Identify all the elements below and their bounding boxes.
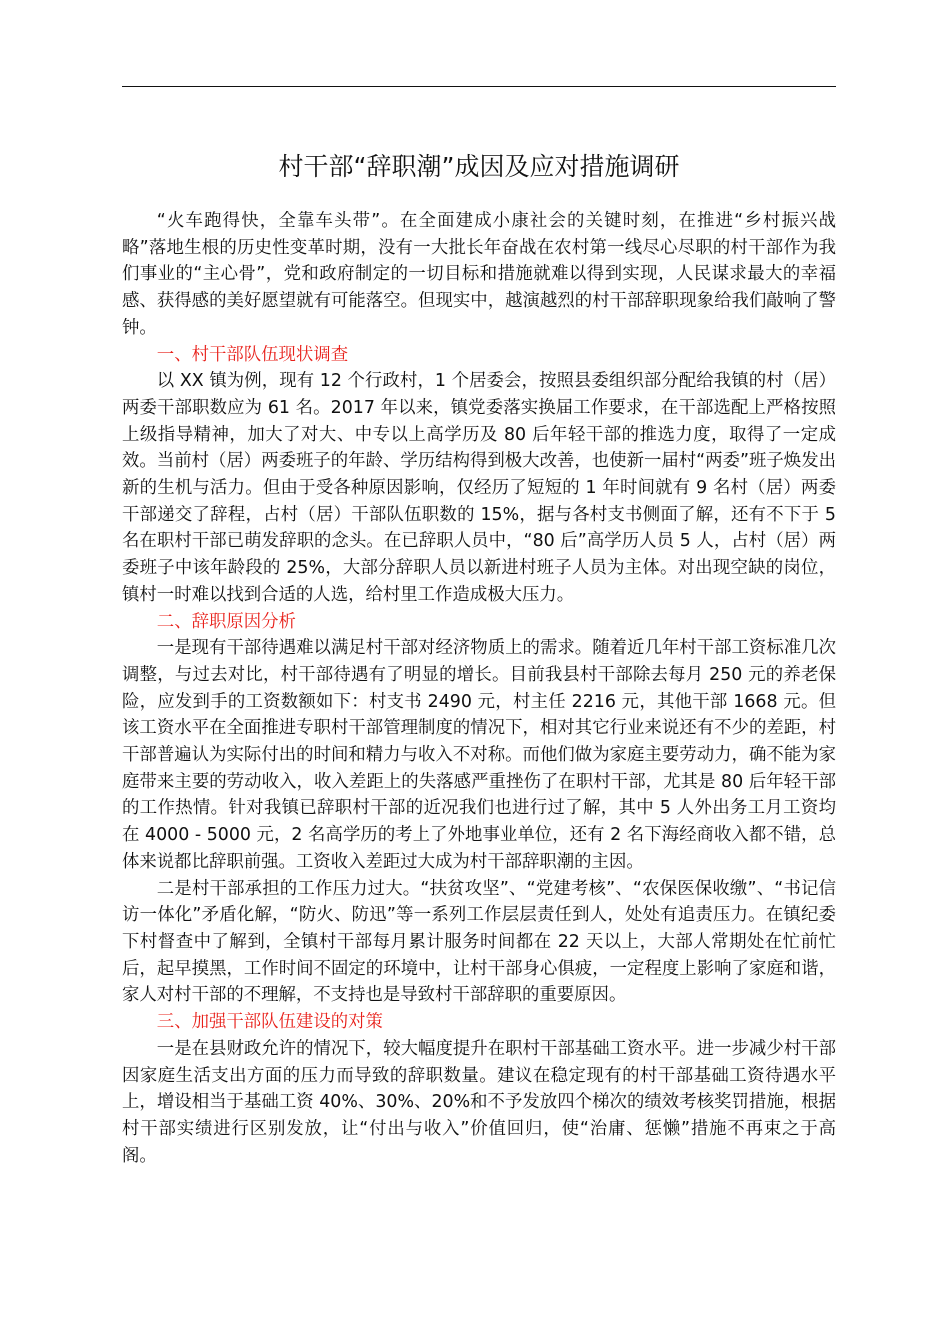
section-heading-countermeasures: 三、加强干部队伍建设的对策 — [156, 1012, 383, 1033]
body-paragraph: 一是在县财政允许的情况下，较大幅度提升在职村干部基础工资水平。进一步减少村干部因家庭生活支出方面的压力而导致的辞职数量。建议在稳定现有的村干部基础工资待遇水平上，增设相当于基础工资 40%、30%、20%和不予发放四个梯次的绩效考核奖罚措施，根据村干部实绩进行区别发放，让“付出与收入”价值回归，使“治庸、惩懒”措施不再束之于高阁。 — [122, 1038, 836, 1166]
document-body — [122, 208, 836, 1169]
document-title: 村干部“辞职潮”成因及应对措施调研 — [278, 152, 680, 181]
body-paragraph: 一是现有干部待遇难以满足村干部对经济物质上的需求。随着近几年村干部工资标准几次调整，与过去对比，村干部待遇有了明显的增长。目前我县村干部除去每月 250 元的养老保险，应发到手的工资数额如下：村支书 2490 元，村主任 2216 元，其他干部 1668 元。但该工资水平在全面推进专职村干部管理制度的情况下，相对其它行业来说还有不少的差距，村干部普遍认为实际付出的时间和精力与收入不对称。而他们做为家庭主要劳动力，确不能为家庭带来主要的劳动收入，收入差距上的失落感严重挫伤了在职村干部，尤其是 80 后年轻干部的工作热情。针对我镇已辞职村干部的近况我们也进行过了解，其中 5 人外出务工月工资均在 4000 - 5000 元，2 名高学历的考上了外地事业单位，还有 2 名下海经商收入都不错，总体来说都比辞职前强。工资收入差距过大成为村干部辞职潮的主因。 — [122, 638, 836, 872]
intro-paragraph: “火车跑得快，全靠车头带”。在全面建成小康社会的关键时刻，在推进“乡村振兴战略”落地生根的历史性变革时期，没有一大批长年奋战在农村第一线尽心尽职的村干部作为我们事业的“主心骨”，党和政府制定的一切目标和措施就难以得到实现，人民谋求最大的幸福感、获得感的美好愿望就有可能落空。但现实中，越演越烈的村干部辞职现象给我们敲响了警钟。 — [122, 211, 836, 338]
section-heading-status: 一、村干部队伍现状调查 — [156, 344, 349, 365]
header-rule — [122, 86, 836, 87]
body-paragraph: 二是村干部承担的工作压力过大。“扶贫攻坚”、“党建考核”、“农保医保收缴”、“书记信访一体化”矛盾化解，“防火、防迅”等一系列工作层层责任到人，处处有追责压力。在镇纪委下村督查中了解到，全镇村干部每月累计服务时间都在 22 天以上，大部人常期处在忙前忙后，起早摸黑，工作时间不固定的环境中，让村干部身心俱疲，一定程度上影响了家庭和谐，家人对村干部的不理解，不支持也是导致村干部辞职的重要原因。 — [122, 878, 836, 1006]
body-paragraph: 以 XX 镇为例，现有 12 个行政村，1 个居委会，按照县委组织部分配给我镇的村（居）两委干部职数应为 61 名。2017 年以来，镇党委落实换届工作要求，在干部选配上严格按照上级指导精神，加大了对大、中专以上高学历及 80 后年轻干部的推选力度，取得了一定成效。当前村（居）两委班子的年龄、学历结构得到极大改善，也使新一届村“两委”班子焕发出新的生机与活力。但由于受各种原因影响，仅经历了短短的 1 年时间就有 9 名村（居）两委干部递交了辞程，占村（居）干部队伍职数的 15%，据与各村支书侧面了解，还有不下于 5 名在职村干部已萌发辞职的念头。在已辞职人员中，“80 后”高学历人员 5 人，占村（居）两委班子中该年龄段的 25%，大部分辞职人员以新进村班子人员为主体。对出现空缺的岗位，镇村一时难以找到合适的人选，给村里工作造成极大压力。 — [122, 371, 836, 605]
section-heading-causes: 二、辞职原因分析 — [156, 611, 296, 632]
